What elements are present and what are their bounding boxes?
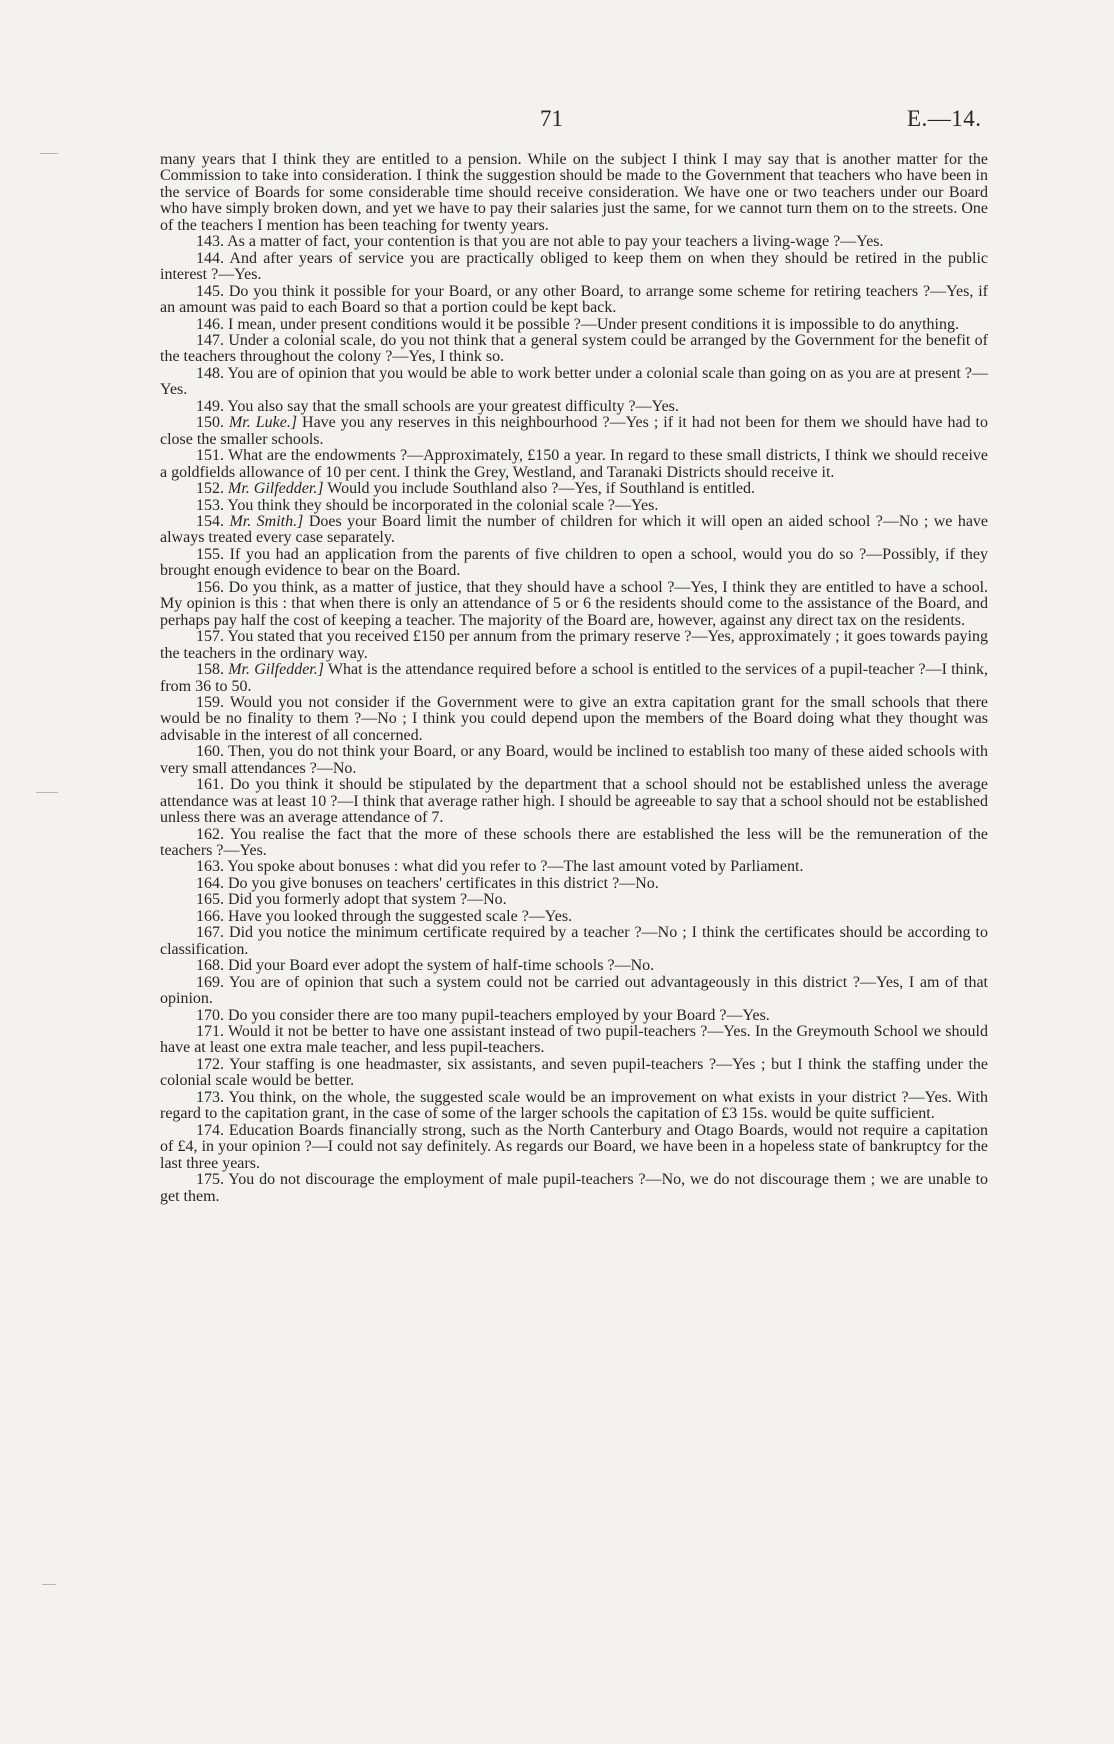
- speaker-name: Mr. Gilfedder.]: [228, 661, 324, 679]
- question-text: Would you include Southland also ?—Yes, if Southland is entitled.: [327, 480, 756, 498]
- question-paragraph: [160, 399, 988, 415]
- question-text: You think, on the whole, the suggested scale would be an improvement on what exists in your district ?—Yes. With regard to the capitation grant, in the case of some of the larger schools the capitation of £3 15s. would be quite sufficient.: [160, 1088, 988, 1123]
- question-paragraph: [160, 317, 988, 333]
- question-number: 154.: [196, 512, 224, 530]
- question-number: 172.: [196, 1055, 224, 1073]
- question-text: What is the attendance required before a school is entitled to the services of a pupil-teacher ?—I think, from 36 to 50.: [160, 661, 989, 695]
- question-paragraph: [160, 448, 988, 481]
- question-text: Education Boards financially strong, such as the North Canterbury and Otago Boards, would not require a capitation of £4, in your opinion ?—I could not say definitely. As regards our Board, we have been in a hopeless state of bankruptcy for the last three years.: [160, 1121, 989, 1172]
- question-text: You are of opinion that you would be able to work better under a colonial scale than going on as you are at present ?—Yes.: [160, 364, 988, 399]
- question-paragraph: [160, 958, 988, 974]
- question-text: Did you notice the minimum certificate required by a teacher ?—No ; I think the certificates should be according to classification.: [160, 924, 989, 958]
- question-paragraph: [160, 975, 988, 1008]
- question-paragraph: [160, 1024, 988, 1057]
- question-number: 151.: [196, 447, 224, 465]
- question-number: 145.: [196, 282, 224, 300]
- question-number: 147.: [196, 331, 224, 349]
- question-number: 174.: [196, 1121, 224, 1139]
- continued-paragraph: many years that I think they are entitled to a pension. While on the subject I think I may say that is another matter for the Commission to take into consideration. I think the suggestion should be made to the Government that teachers who have been in the service of Boards for some considerable time should receive consideration. We have one or two teachers under our Board who have simply broken down, and yet we have to pay their salaries just the same, for we cannot turn them on to the streets. One of the teachers I mention has been teaching for twenty years.: [160, 151, 988, 234]
- question-number: 159.: [196, 693, 224, 711]
- question-paragraph: [160, 892, 988, 908]
- question-number: 169.: [196, 973, 224, 991]
- question-paragraph: [160, 284, 988, 317]
- question-text: Would it not be better to have one assistant instead of two pupil-teachers ?—Yes. In the Greymouth School we should have at least one extra male teacher, and less pupil-teachers.: [160, 1023, 988, 1057]
- question-number: 146.: [196, 315, 224, 333]
- margin-mark: [36, 792, 58, 793]
- document-reference: E.—14.: [907, 106, 982, 131]
- question-text: Did you formerly adopt that system ?—No.: [228, 891, 507, 909]
- question-text: You also say that the small schools are your greatest difficulty ?—Yes.: [227, 397, 679, 415]
- question-paragraph: [160, 366, 988, 399]
- question-paragraph: [160, 514, 988, 547]
- question-number: 170.: [196, 1006, 224, 1024]
- question-number: 155.: [196, 545, 224, 563]
- page-header: [0, 106, 1114, 140]
- question-number: 152.: [196, 480, 224, 498]
- question-number: 168.: [196, 957, 224, 975]
- question-text: Do you consider there are too many pupil-teachers employed by your Board ?—Yes.: [228, 1006, 770, 1024]
- question-text: You are of opinion that such a system could not be carried out advantageously in this district ?—Yes, I am of that opinion.: [160, 973, 988, 1008]
- question-number: 156.: [196, 578, 224, 596]
- question-number: 148.: [196, 364, 224, 382]
- question-paragraph: [160, 777, 988, 826]
- question-paragraph: [160, 481, 988, 497]
- question-text: Have you looked through the suggested scale ?—Yes.: [228, 907, 573, 925]
- margin-mark: [40, 153, 58, 154]
- question-number: 149.: [196, 397, 224, 415]
- question-text: Do you think, as a matter of justice, that they should have a school ?—Yes, I think they are entitled to have a school. My opinion is this : that when there is only an attendance of 5 or 6 the residents should come to the assistance of the Board, and perhaps pay half the cost of keeping a teacher. The majority of the Board are, however, against any direct tax on the residents.: [160, 578, 989, 629]
- question-number: 150.: [196, 414, 224, 432]
- question-text: Does your Board limit the number of children for which it will open an aided school ?—No ; we have always treated every case separately.: [160, 512, 989, 547]
- question-text: What are the endowments ?—Approximately, £150 a year. In regard to these small districts, I think we should receive a goldfields allowance of 10 per cent. I think the Grey, Westland, and Taranaki Districts should receive it.: [160, 447, 989, 481]
- question-text: Have you any reserves in this neighbourhood ?—Yes ; if it had not been for them we should have had to close the smaller schools.: [160, 414, 989, 448]
- question-text: As a matter of fact, your contention is that you are not able to pay your teachers a living-wage ?—Yes.: [227, 233, 884, 251]
- question-paragraph: [160, 580, 988, 629]
- question-number: 162.: [196, 825, 224, 843]
- question-number: 161.: [196, 776, 224, 794]
- question-paragraph: [160, 547, 988, 580]
- question-number: 165.: [196, 891, 224, 909]
- question-text: And after years of service you are practically obliged to keep them on when they should be retired in the public interest ?—Yes.: [160, 249, 988, 284]
- question-text: You realise the fact that the more of these schools there are established the less will be the remuneration of the teachers ?—Yes.: [160, 825, 989, 860]
- question-paragraph: [160, 925, 988, 958]
- page-number: 71: [540, 106, 563, 131]
- question-number: 153.: [196, 496, 224, 514]
- question-number: 143.: [196, 233, 224, 251]
- question-text: If you had an application from the parents of five children to open a school, would you do so ?—Possibly, if they brought enough evidence to bear on the Board.: [160, 545, 988, 580]
- question-text: Under a colonial scale, do you not think that a general system could be arranged by the Government for the benefit of the teachers throughout the colony ?—Yes, I think so.: [160, 331, 989, 366]
- question-paragraph: [160, 662, 988, 695]
- margin-mark: [42, 1584, 56, 1585]
- question-text: Do you think it should be stipulated by the department that a school should not be established unless the average attendance was at least 10 ?—I think that average rather high. I should be agreeable to say that a school should not be established unless there was an average attendance of 7.: [160, 776, 989, 827]
- question-paragraph: [160, 1172, 988, 1205]
- question-paragraph: [160, 1057, 988, 1090]
- question-number: 144.: [196, 249, 224, 267]
- question-paragraph: [160, 744, 988, 777]
- question-paragraph: [160, 251, 988, 284]
- question-paragraph: [160, 629, 988, 662]
- question-paragraph: [160, 415, 988, 448]
- question-text: Would you not consider if the Government were to give an extra capitation grant for the small schools that there would be no finality to them ?—No ; I think you could depend upon the members of the Board doing what they thought was advisable in the interest of all concerned.: [160, 693, 988, 744]
- question-paragraph: [160, 1090, 988, 1123]
- question-text: You think they should be incorporated in the colonial scale ?—Yes.: [227, 496, 659, 514]
- question-text: You stated that you received £150 per annum from the primary reserve ?—Yes, approximately ; it goes towards paying the teachers in the ordinary way.: [160, 628, 989, 662]
- question-list: [160, 234, 988, 1205]
- question-text: You spoke about bonuses : what did you refer to ?—The last amount voted by Parliament.: [227, 858, 804, 876]
- question-text: I mean, under present conditions would it be possible ?—Under present conditions it is impossible to do anything.: [228, 315, 959, 333]
- question-paragraph: [160, 1123, 988, 1172]
- question-paragraph: [160, 859, 988, 875]
- question-number: 163.: [196, 858, 224, 876]
- question-paragraph: [160, 1008, 988, 1024]
- question-paragraph: [160, 695, 988, 744]
- testimony-text: [160, 152, 988, 1205]
- question-number: 175.: [196, 1171, 224, 1189]
- question-text: Then, you do not think your Board, or any Board, would be inclined to establish too many of these aided schools with very small attendances ?—No.: [160, 743, 988, 777]
- question-paragraph: [160, 876, 988, 892]
- question-paragraph: [160, 333, 988, 366]
- question-text: Do you think it possible for your Board, or any other Board, to arrange some scheme for retiring teachers ?—Yes, if an amount was paid to each Board so that a portion could be kept back.: [160, 282, 988, 317]
- question-text: You do not discourage the employment of male pupil-teachers ?—No, we do not discourage them ; we are unable to get them.: [160, 1171, 989, 1205]
- question-text: Do you give bonuses on teachers' certificates in this district ?—No.: [228, 874, 659, 892]
- question-paragraph: [160, 498, 988, 514]
- question-number: 171.: [196, 1023, 224, 1041]
- question-text: Did your Board ever adopt the system of half-time schools ?—No.: [228, 957, 655, 975]
- speaker-name: Mr. Smith.]: [229, 512, 304, 530]
- question-number: 158.: [196, 661, 224, 679]
- question-number: 164.: [196, 874, 224, 892]
- question-number: 160.: [196, 743, 224, 761]
- question-number: 167.: [196, 924, 224, 942]
- question-number: 166.: [196, 907, 224, 925]
- speaker-name: Mr. Gilfedder.]: [228, 480, 324, 498]
- question-paragraph: [160, 234, 988, 250]
- question-number: 173.: [196, 1088, 224, 1106]
- question-paragraph: [160, 827, 988, 860]
- question-number: 157.: [196, 628, 224, 646]
- question-text: Your staffing is one headmaster, six assistants, and seven pupil-teachers ?—Yes ; but I think the staffing under the colonial scale would be better.: [160, 1055, 989, 1090]
- speaker-name: Mr. Luke.]: [228, 414, 298, 432]
- question-paragraph: [160, 909, 988, 925]
